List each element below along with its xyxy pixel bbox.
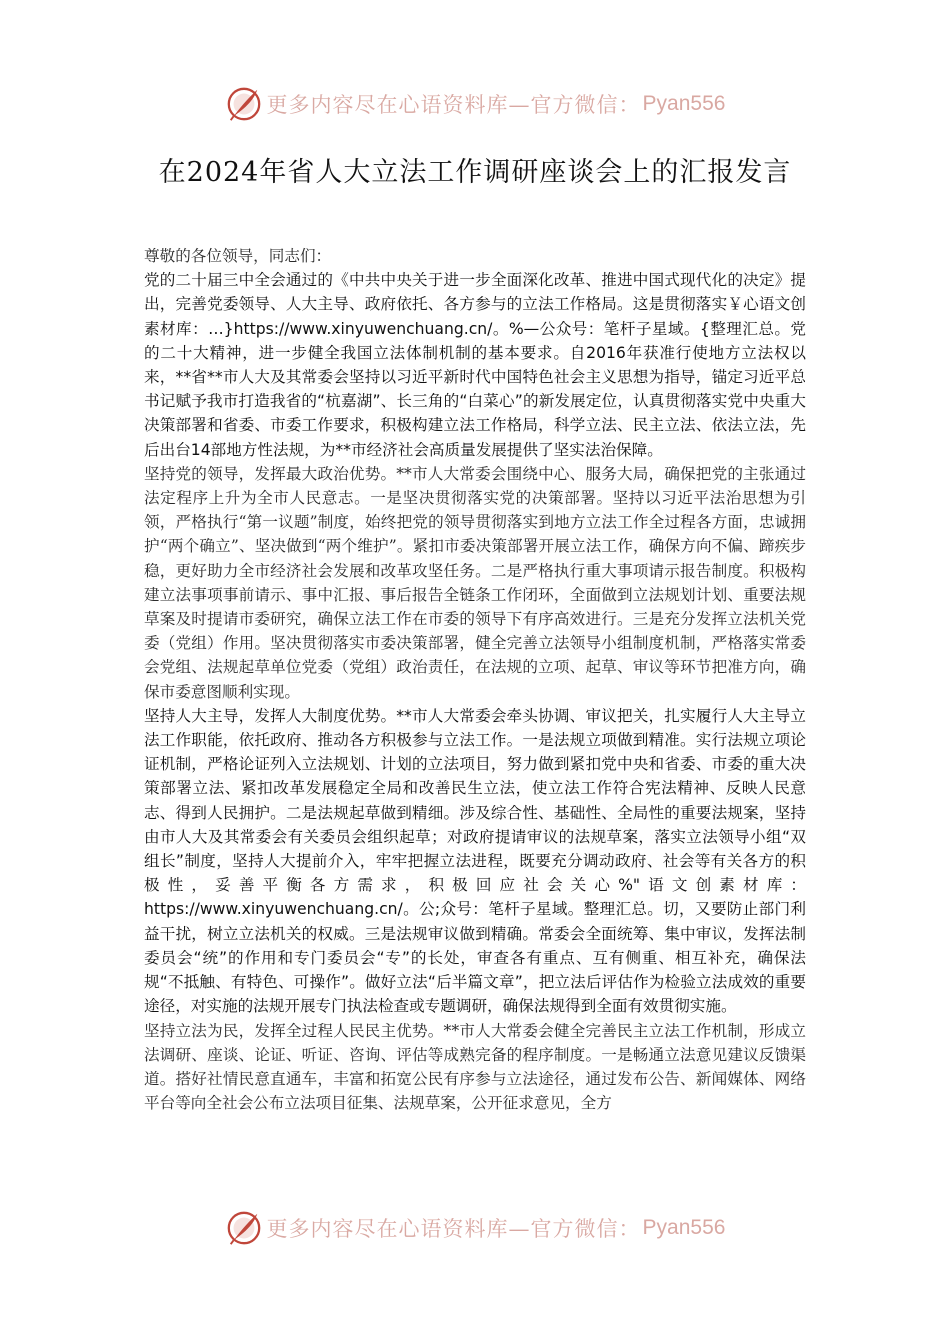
document-title: 在2024年省人大立法工作调研座谈会上的汇报发言 (158, 157, 792, 188)
quill-logo-icon (225, 85, 263, 123)
salutation: 尊敬的各位领导，同志们： (144, 247, 332, 265)
document-body (144, 244, 806, 1115)
banner-wechat-id: Pyan556 (642, 1216, 726, 1239)
quill-logo-icon (225, 1209, 263, 1247)
header-banner (0, 82, 950, 126)
paragraph-intro: 党的二十届三中全会通过的《中共中央关于进一步全面深化改革、推进中国式现代化的决定》提出，完善党委领导、人大主导、政府依托、各方参与的立法工作格局。这是贯彻落实￥心语文创素材库：…}https://www.xinyuwenchuang.cn/。%—公众号：笔杆子星域。{整理汇总。党的二十大精神，进一步健全我国立法体制机制的基本要求。自2016年获准行使地方立法权以来，**省**市人大及其常委会坚持以习近平新时代中国特色社会主义思想为指导，锚定习近平总书记赋予我市打造我省的“杭嘉湖”、长三角的“白菜心”的新发展定位，认真贯彻落实党中央重大决策部署和省委、市委工作要求，积极构建立法工作格局，科学立法、民主立法、依法立法，先后出台14部地方性法规，为**市经济社会高质量发展提供了坚实法治保障。 (144, 271, 806, 459)
banner-wechat-id: Pyan556 (642, 92, 726, 115)
paragraph-party-leadership: 坚持党的领导，发挥最大政治优势。**市人大常委会围绕中心、服务大局，确保把党的主张通过法定程序上升为全市人民意志。一是坚决贯彻落实党的决策部署。坚持以习近平法治思想为引领，严格执行“第一议题”制度，始终把党的领导贯彻落实到地方立法工作全过程各方面，忠诚拥护“两个确立”、坚决做到“两个维护”。紧扣市委决策部署开展立法工作，确保方向不偏、蹄疾步稳，更好助力全市经济社会发展和改革攻坚任务。二是严格执行重大事项请示报告制度。积极构建立法事项事前请示、事中汇报、事后报告全链条工作闭环，全面做到立法规划计划、重要法规草案及时提请市委研究，确保立法工作在市委的领导下有序高效进行。三是充分发挥立法机关党委（党组）作用。坚决贯彻落实市委决策部署，健全完善立法领导小组制度机制，严格落实常委会党组、法规起草单位党委（党组）政治责任，在法规的立项、起草、审议等环节把准方向，确保市委意图顺利实现。 (144, 464, 806, 701)
paragraph-congress-leading: 坚持人大主导，发挥人大制度优势。**市人大常委会牵头协调、审议把关，扎实履行人大主导立法工作职能，依托政府、推动各方积极参与立法工作。一是法规立项做到精准。实行法规立项论证机制，严格论证列入立法规划、计划的立法项目，努力做到紧扣党中央和省委、市委的重大决策部署立法、紧扣改革发展稳定全局和改善民生立法，使立法工作符合宪法精神、反映人民意志、得到人民拥护。二是法规起草做到精细。涉及综合性、基础性、全局性的重要法规案，坚持由市人大及其常委会有关委员会组织起草；对政府提请审议的法规草案，落实立法领导小组“双组长”制度，坚持人大提前介入，牢牢把握立法进程，既要充分调动政府、社会等有关各方的积极性，妥善平衡各方需求，积极回应社会关心%"语文创素材库：https://www.xinyuwenchuang.cn/。公;众号：笔杆子星域。整理汇总。切，又要防止部门利益干扰，树立立法机关的权威。三是法规审议做到精确。常委会全面统筹、集中审议，发挥法制委员会“统”的作用和专门委员会“专”的长处，审查各有重点、互有侧重、相互补充，确保法规“不抵触、有特色、可操作”。做好立法“后半篇文章”，把立法后评估作为检验立法成效的重要途径，对实施的法规开展专门执法检查或专题调研，确保法规得到全面有效贯彻实施。 (144, 706, 806, 1016)
footer-banner (0, 1206, 950, 1250)
paragraph-legislation-for-people: 坚持立法为民，发挥全过程人民民主优势。**市人大常委会健全完善民主立法工作机制，形成立法调研、座谈、论证、听证、咨询、评估等成熟完备的程序制度。一是畅通立法意见建议反馈渠道。搭好社情民意直通车，丰富和拓宽公民有序参与立法途径，通过发布公告、新闻媒体、网络平台等向全社会公布立法项目征集、法规草案，公开征求意见，全方 (144, 1021, 806, 1113)
banner-text: 更多内容尽在心语资料库—官方微信： (266, 1217, 641, 1241)
banner-text: 更多内容尽在心语资料库—官方微信： (266, 93, 641, 117)
